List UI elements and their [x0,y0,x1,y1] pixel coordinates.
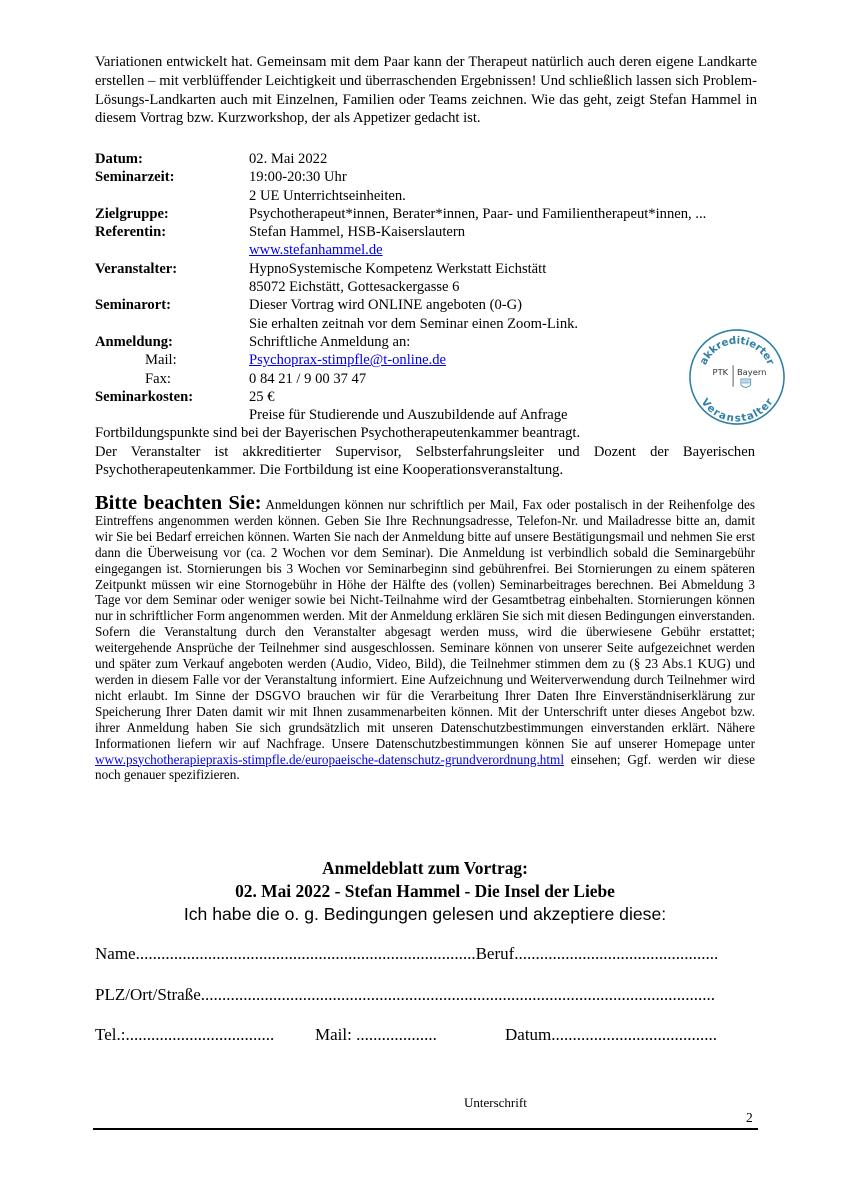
notice-heading: Bitte beachten Sie: [95,492,262,514]
referentin-value: Stefan Hammel, HSB-Kaiserslautern [249,224,466,241]
seal-bayern-text: Bayern [736,367,767,378]
fax-label: Fax: [145,370,171,387]
name-beruf-field[interactable]: Name................................................................................Beruf................................................ [95,944,719,963]
notice-after-link: einsehen; Ggf. werden wir diese noch genauer spezifizieren. [95,751,756,783]
zielgruppe-label: Zielgruppe: [95,205,169,222]
zoom-note: Sie erhalten zeitnah vor dem Seminar einen Zoom-Link. [249,315,579,332]
veranstalter-address: 85072 Eichstätt, Gottesackergasse 6 [249,279,460,296]
form-title-1: Anmeldeblatt zum Vortrag: [322,858,528,878]
page-number: 2 [746,1110,753,1125]
mail-field[interactable]: Mail: ................... [315,1025,437,1044]
signature-label: Unterschrift [464,1095,527,1110]
mail-label: Mail: [145,352,177,369]
anmeldung-label: Anmeldung: [95,333,173,350]
kosten-value: 25 € [249,388,275,405]
veranstalter-text: Der Veranstalter ist akkreditierter Supervisor, Selbsterfahrungsleiter und Dozent der Bayerischen Psychotherapeutenkammer. Die Fortbildung ist eine Kooperationsveranstaltung. [95,443,755,479]
seal-top-text: akkreditierter [697,334,777,367]
form-subtitle: Ich habe die o. g. Bedingungen gelesen und akzeptiere diese: [183,904,667,924]
ue-value: 2 UE Unterrichtseinheiten. [249,187,406,204]
veranstalter-value: HypnoSystemische Kompetenz Werkstatt Eichstätt [249,260,547,277]
seminar-info-block [95,150,755,479]
preise-note: Preise für Studierende und Auszubildende auf Anfrage [249,407,568,424]
notice-text: Anmeldungen können nur schriftlich per Mail, Fax oder postalisch in der Reihenfolge des Eintreffens angenommen werden können. Geben Sie Ihre Rechnungsadresse, Telefon-Nr. und Mailadresse bitte an, damit wir Sie bei Bedarf erreichen können. Warten Sie nach der Anmeldung bitte auf unsere Bestätigungsmail und nehmen Sie erst dann die Überweisung vor (ca. 2 Wochen vor dem Seminar). Die Anmeldung ist verbindlich sobald die Seminargebühr eingegangen ist. Stornierungen bis 3 Wochen vor Seminarbeginn sind gebührenfrei. Bei Stornierungen zu einem späteren Zeitpunkt müssen wir eine Stornogebühr in Höhe der Hälfte des (vollen) Seminarbeitrages berechnen. Bei Abmeldung 3 Tage vor dem Seminar oder weniger sowie bei Nicht-Teilnahme wird der Gesamtbetrag einbehalten. Stornierungen können nur in schriftlicher Form angenommen werden. Mit der Anmeldung erklären Sie sich mit diesen Bedingungen einverstanden. Sofern die Veranstaltung durch den Veranstalter abgesagt werden muss, wird die überwiesene Gebühr erstattet; weitergehende Ansprüche der Teilnehmer sind ausgeschlossen. Seminare können von unserer Seite aufgezeichnet werden und später zum Verkauf angeboten werden (Audio, Video, Bild), die Teilnehmer stimmen dem zu (§ 23 Abs.1 KUG) und werden in diesem Falle vor der Veranstaltung informiert. Eine Aufzeichnung und Weiterverwendung durch Teilnehmer wird nicht erlaubt. Im Sinne der DSGVO brauchen wir für die Verarbeitung Ihrer Daten Ihre Einverständniserklärung zur Speicherung Ihrer Daten damit wir mit Ihnen zusammenarbeiten können. Mit der Unterschrift unter dieses Angebot bzw. ihrer Anmeldung haben Sie sich grundsätzlich mit unseren Datenschutzbestimmungen einverstanden erklärt. Nähere Informationen liefern wir auf Nachfrage. Unsere Datenschutzbestimmungen können Sie auf unserer Homepage unter [95,497,755,751]
datum-label: Datum: [95,151,143,167]
registration-form-heading [95,857,755,926]
veranstalter-label: Veranstalter: [95,260,178,277]
datum-field[interactable]: Datum....................................... [505,1025,718,1044]
ptk-bayern-accreditation-seal [688,328,786,426]
intro-paragraph: Variationen entwickelt hat. Gemeinsam mit dem Paar kann der Therapeut natürlich auch deren eigene Landkarte erstellen – mit verblüffender Leichtigkeit und überraschenden Ergebnissen! Und schließlich lassen sich Problem-Lösungs-Landkarten auch mit Einzelnen, Familien oder Teams zeichnen. Wie das geht, zeigt Stefan Hammel in diesem Vortrag bzw. Kurzworkshop, der als Appetizer gedacht ist. [95,54,757,127]
referentin-label: Referentin: [95,224,167,241]
form-title-2: 02. Mai 2022 - Stefan Hammel - Die Insel der Liebe [235,881,615,901]
plz-ort-strasse-field[interactable]: PLZ/Ort/Straße......................................................................................................................... [95,985,716,1004]
mail-link[interactable]: Psychoprax-stimpfle@t-online.de [249,352,447,369]
seminarort-label: Seminarort: [95,297,171,314]
referentin-website-link[interactable]: www.stefanhammel.de [249,242,383,259]
fax-value: 0 84 21 / 9 00 37 47 [249,370,367,387]
bavarian-crest-icon [741,379,751,387]
datum-value: 02. Mai 2022 [249,151,328,167]
notice-paragraph [95,492,756,783]
seal-ptk-text: PTK [712,367,729,378]
datenschutz-link[interactable]: www.psychotherapiepraxis-stimpfle.de/europaeische-datenschutz-grundverordnung.html [95,751,564,767]
seal-bottom-text: Veranstalter [698,396,776,425]
fortbildung-note: Fortbildungspunkte sind bei der Bayerischen Psychotherapeutenkammer beantragt. [95,425,581,442]
footer-divider [93,1128,758,1130]
seminarzeit-value: 19:00-20:30 Uhr [249,169,347,186]
seminarzeit-label: Seminarzeit: [95,169,175,186]
seminarort-value: Dieser Vortrag wird ONLINE angeboten (0-G) [249,297,523,314]
anmeldung-value: Schriftliche Anmeldung an: [249,333,411,350]
zielgruppe-value: Psychotherapeut*innen, Berater*innen, Paar- und Familientherapeut*innen, ... [249,205,707,222]
tel-field[interactable]: Tel.:................................... [95,1025,275,1044]
kosten-label: Seminarkosten: [95,388,194,405]
